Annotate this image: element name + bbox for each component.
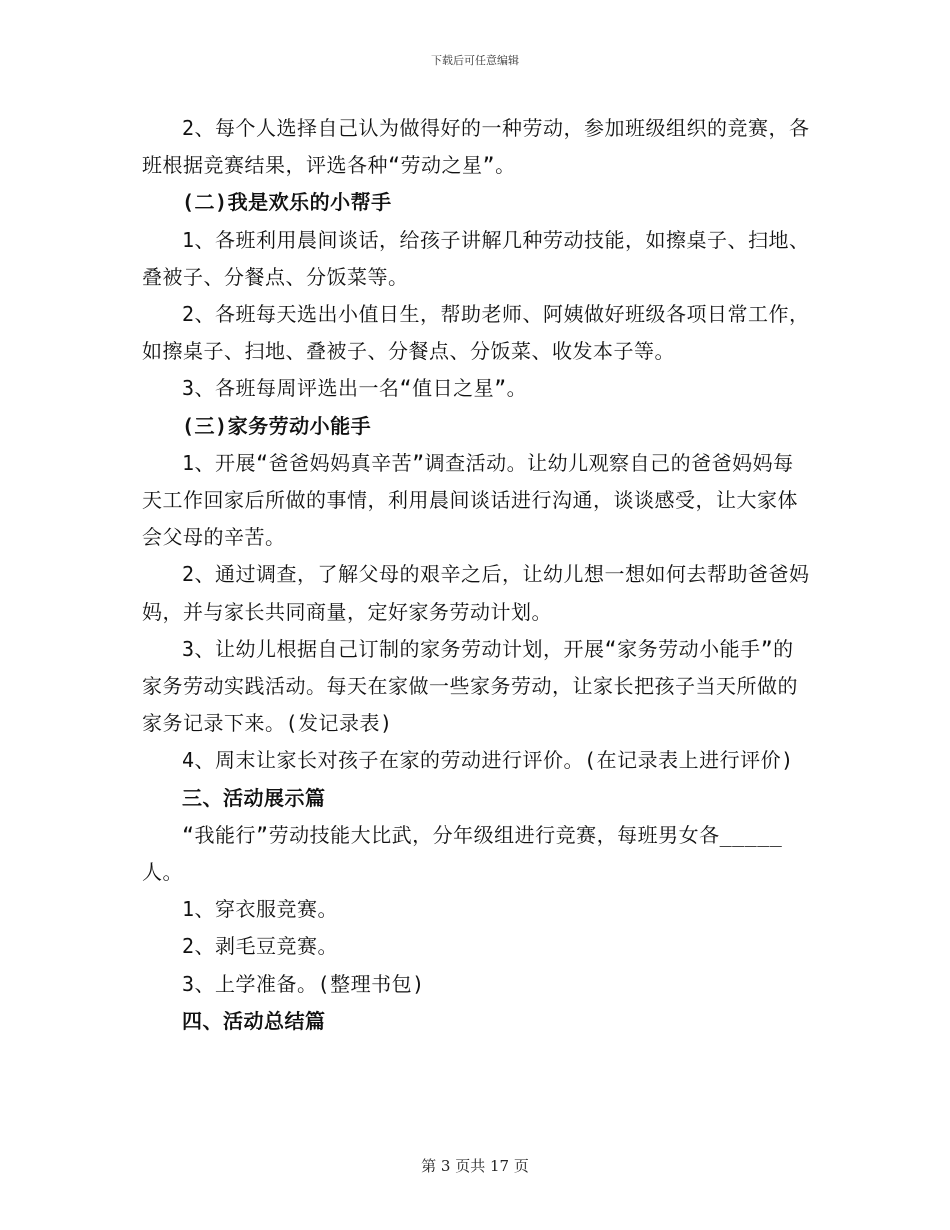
paragraph: 3、让幼儿根据自己订制的家务劳动计划，开展“家务劳动小能手”的家务劳动实践活动。每天在家做一些家务劳动，让家长把孩子当天所做的家务记录下来。(发记录表)	[142, 636, 798, 736]
paragraph: 2、每个人选择自己认为做得好的一种劳动，参加班级组织的竞赛，各班根据竞赛结果，评选各种“劳动之星”。	[142, 116, 810, 178]
page-number: 第 3 页共 17 页	[421, 1157, 529, 1175]
section-heading: 四、活动总结篇	[182, 1008, 326, 1033]
paragraph: “我能行”劳动技能大比武，分年级组进行竞赛，每班男女各_____人。	[142, 822, 783, 885]
paragraph: 2、剥毛豆竞赛。	[182, 934, 339, 959]
section-heading: (二)我是欢乐的小帮手	[182, 190, 392, 215]
document-body	[142, 110, 814, 1040]
paragraph: 3、上学准备。(整理书包)	[182, 971, 425, 996]
section-heading: 三、活动展示篇	[182, 785, 326, 810]
paragraph: 1、开展“爸爸妈妈真辛苦”调查活动。让幼儿观察自己的爸爸妈妈每天工作回家后所做的事情，利用晨间谈话进行沟通，谈谈感受，让大家体会父母的辛苦。	[142, 450, 798, 550]
page-header: 下载后可任意编辑	[431, 54, 519, 67]
section-heading: (三)家务劳动小能手	[182, 413, 372, 438]
paragraph: 1、各班利用晨间谈话，给孩子讲解几种劳动技能，如擦桌子、扫地、叠被子、分餐点、分饭菜等。	[142, 227, 810, 289]
paragraph: 2、通过调查，了解父母的艰辛之后，让幼儿想一想如何去帮助爸爸妈妈，并与家长共同商量，定好家务劳动计划。	[142, 562, 810, 624]
paragraph: 4、周末让家长对孩子在家的劳动进行评价。(在记录表上进行评价)	[182, 748, 794, 773]
paragraph: 1、穿衣服竞赛。	[182, 897, 339, 922]
paragraph: 3、各班每周评选出一名“值日之星”。	[182, 376, 528, 401]
paragraph: 2、各班每天选出小值日生，帮助老师、阿姨做好班级各项日常工作，如擦桌子、扫地、叠被子、分餐点、分饭菜、收发本子等。	[142, 302, 810, 364]
